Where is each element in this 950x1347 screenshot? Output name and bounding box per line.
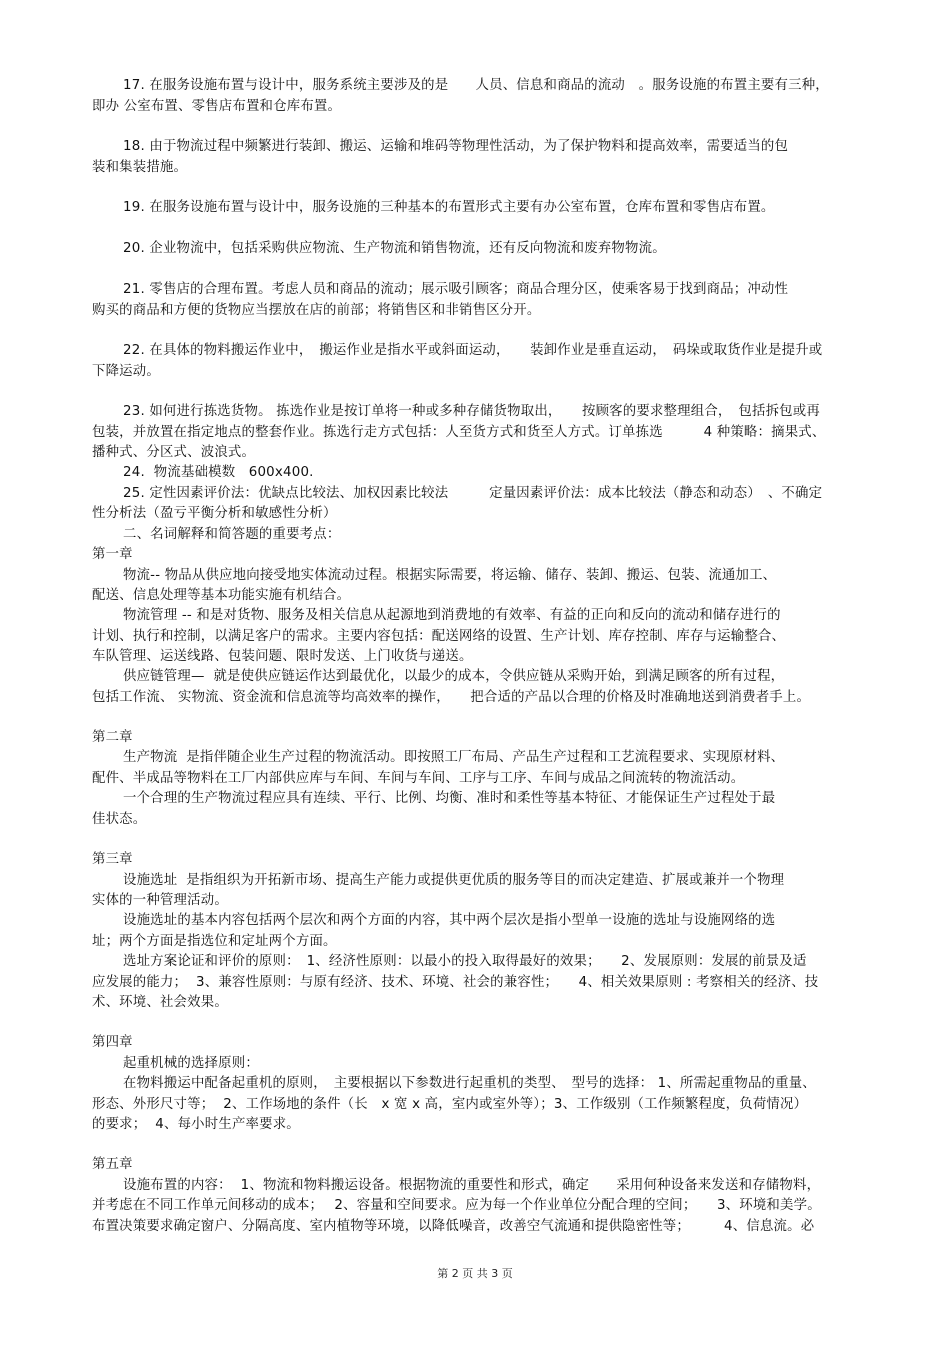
chapter-heading: 第三章 xyxy=(92,852,133,867)
text-line: 包装，并放置在指定地点的整套作业。拣选行走方式包括：人至货方式和货至人方式。订单拣选 4 种策略：摘果式、 xyxy=(92,425,826,440)
text-line: 一个合理的生产物流过程应具有连续、平行、比例、均衡、准时和柔性等基本特征、才能保证生产过程处于最 xyxy=(123,791,776,806)
text-line: 下降运动。 xyxy=(92,364,160,379)
chapter-heading: 第四章 xyxy=(92,1035,133,1050)
text-line: 25. 定性因素评价法：优缺点比较法、加权因素比较法 定量因素评价法：成本比较法（静态和动态） 、不确定 xyxy=(123,486,823,501)
page-number-footer: 第 2 页 共 3 页 xyxy=(437,1267,513,1280)
text-line: 在物料搬运中配备起重机的原则， 主要根据以下参数进行起重机的类型、 型号的选择： 1、所需起重物品的重量、 xyxy=(123,1076,816,1091)
text-line: 装和集装措施。 xyxy=(92,160,188,175)
text-line: 设施选址 是指组织为开拓新市场、提高生产能力或提供更优质的服务等目的而决定建造、扩展或兼并一个物理 xyxy=(123,873,785,888)
text-line: 车队管理、运送线路、包装问题、限时发送、上门收货与递送。 xyxy=(92,649,473,664)
section-heading: 二、名词解释和简答题的重要考点： xyxy=(123,527,341,542)
text-line: 供应链管理— 就是使供应链运作达到最优化，以最少的成本，令供应链从采购开始，到满足顾客的所有过程， xyxy=(123,669,785,684)
text-line: 设施选址的基本内容包括两个层次和两个方面的内容，其中两个层次是指小型单一设施的选址与设施网络的选 xyxy=(123,913,776,928)
text-line: 设施布置的内容： 1、物流和物料搬运设备。根据物流的重要性和形式，确定 采用何种设备来发送和存储物料， xyxy=(123,1178,821,1193)
chapter-heading: 第五章 xyxy=(92,1157,133,1172)
text-line: 布置决策要求确定窗户、分隔高度、室内植物等环境，以降低噪音，改善空气流通和提供隐密性等； 4、信息流。必 xyxy=(92,1219,815,1234)
text-line: 性分析法（盈亏平衡分析和敏感性分析） xyxy=(92,506,337,521)
text-line: 17. 在服务设施布置与设计中，服务系统主要涉及的是 人员、信息和商品的流动 。服务设施的布置主要有三种， xyxy=(123,78,829,93)
text-line: 20. 企业物流中，包括采购供应物流、生产物流和销售物流，还有反向物流和废弃物物流。 xyxy=(123,241,666,256)
chapter-heading: 第一章 xyxy=(92,547,133,562)
text-line: 18. 由于物流过程中频繁进行装卸、搬运、运输和堆码等物理性活动，为了保护物料和提高效率，需要适当的包 xyxy=(123,139,789,154)
text-line: 术、环境、社会效果。 xyxy=(92,995,228,1010)
text-line: 实体的一种管理活动。 xyxy=(92,893,228,908)
text-line: 佳状态。 xyxy=(92,812,147,827)
text-line: 播种式、分区式、波浪式。 xyxy=(92,445,256,460)
text-line: 计划、执行和控制，以满足客户的需求。主要内容包括：配送网络的设置、生产计划、库存控制、库存与运输整合、 xyxy=(92,629,786,644)
text-line: 物流管理 -- 和是对货物、服务及相关信息从起源地到消费地的有效率、有益的正向和反向的流动和储存进行的 xyxy=(123,608,781,623)
text-line: 选址方案论证和评价的原则： 1、经济性原则：以最小的投入取得最好的效果； 2、发展原则：发展的前景及适 xyxy=(123,954,807,969)
text-line: 配件、半成品等物料在工厂内部供应库与车间、车间与车间、工序与工序、车间与成品之间流转的物流活动。 xyxy=(92,771,745,786)
chapter-heading: 第二章 xyxy=(92,730,133,745)
text-line: 应发展的能力； 3、兼容性原则：与原有经济、技术、环境、社会的兼容性； 4、相关效果原则 : 考察相关的经济、技 xyxy=(92,975,819,990)
text-line: 配送、信息处理等基本功能实施有机结合。 xyxy=(92,588,351,603)
text-line: 24. 物流基础模数 600x400. xyxy=(123,465,314,480)
text-line: 的要求； 4、每小时生产率要求。 xyxy=(92,1117,300,1132)
text-line: 21. 零售店的合理布置。考虑人员和商品的流动；展示吸引顾客；商品合理分区，使乘客易于找到商品；冲动性 xyxy=(123,282,789,297)
text-line: 23. 如何进行拣选货物。 拣选作业是按订单将一种或多种存储货物取出， 按顾客的要求整理组合， 包括拆包或再 xyxy=(123,404,820,419)
text-line: 形态、外形尺寸等； 2、工作场地的条件（长 x 宽 x 高，室内或室外等）；3、工作级别（工作频繁程度，负荷情况） xyxy=(92,1097,808,1112)
text-line: 包括工作流、 实物流、资金流和信息流等均高效率的操作， 把合适的产品以合理的价格及时准确地送到消费者手上。 xyxy=(92,690,811,705)
text-line: 起重机械的选择原则： xyxy=(123,1056,259,1071)
text-line: 并考虑在不同工作单元间移动的成本； 2、容量和空间要求。应为每一个作业单位分配合理的空间； 3、环境和美学。 xyxy=(92,1198,821,1213)
text-line: 19. 在服务设施布置与设计中，服务设施的三种基本的布置形式主要有办公室布置，仓库布置和零售店布置。 xyxy=(123,200,775,215)
text-line: 即办 公室布置、零售店布置和仓库布置。 xyxy=(92,99,342,114)
text-line: 生产物流 是指伴随企业生产过程的物流活动。即按照工厂布局、产品生产过程和工艺流程要求、实现原材料、 xyxy=(123,750,785,765)
text-line: 物流-- 物品从供应地向接受地实体流动过程。根据实际需要，将运输、储存、装卸、搬运、包装、流通加工、 xyxy=(123,568,777,583)
text-line: 购买的商品和方便的货物应当摆放在店的前部；将销售区和非销售区分开。 xyxy=(92,303,541,318)
text-line: 22. 在具体的物料搬运作业中， 搬运作业是指水平或斜面运动， 装卸作业是垂直运动， 码垛或取货作业是提升或 xyxy=(123,343,823,358)
text-line: 址；两个方面是指选位和定址两个方面。 xyxy=(92,934,337,949)
